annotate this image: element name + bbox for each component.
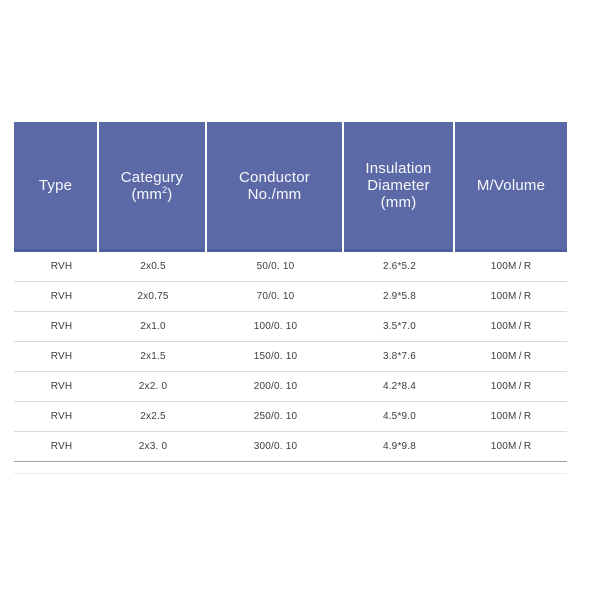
cell-conductor: 150/0. 10 <box>253 351 298 362</box>
cell-insulation: 3.5*7.0 <box>382 321 417 332</box>
cell-categury: 2x2.5 <box>140 411 166 422</box>
cell-conductor: 70/0. 10 <box>256 291 295 302</box>
cell-insulation: 4.2*8.4 <box>382 381 417 392</box>
cell-conductor: 200/0. 10 <box>253 381 298 392</box>
table-row <box>14 282 567 312</box>
cell-type: RVH <box>50 291 73 302</box>
cell-insulation: 4.9*9.8 <box>382 441 417 452</box>
cable-spec-table <box>14 122 567 474</box>
cell-conductor: 250/0. 10 <box>253 411 298 422</box>
cell-categury: 2x1.0 <box>140 321 166 332</box>
cell-mvolume: 100M / R <box>490 291 532 302</box>
table-header-row <box>14 122 567 252</box>
cell-categury: 2x0.75 <box>137 291 169 302</box>
cell-insulation: 2.9*5.8 <box>382 291 417 302</box>
cell-mvolume: 100M / R <box>490 261 532 272</box>
table-row <box>14 252 567 282</box>
header-cell-type <box>14 122 97 252</box>
cell-insulation: 2.6*5.2 <box>382 261 417 272</box>
header-label-insulation-line1: Insulation <box>365 160 432 177</box>
cell-conductor: 50/0. 10 <box>256 261 295 272</box>
table-row <box>14 402 567 432</box>
cell-insulation: 4.5*9.0 <box>382 411 417 422</box>
table-body <box>14 252 567 462</box>
cell-type: RVH <box>50 261 73 272</box>
cell-categury: 2x1.5 <box>140 351 166 362</box>
cell-mvolume: 100M / R <box>490 321 532 332</box>
header-label-categury-line2 <box>131 186 172 203</box>
header-label-mvolume: M/Volume <box>476 177 546 194</box>
cell-insulation: 3.8*7.6 <box>382 351 417 362</box>
cell-mvolume: 100M / R <box>490 411 532 422</box>
header-cell-conductor <box>207 122 342 252</box>
categury-unit-close: ) <box>167 185 173 203</box>
header-label-type: Type <box>38 177 73 194</box>
header-cell-categury <box>99 122 205 252</box>
table-row <box>14 372 567 402</box>
cell-categury: 2x0.5 <box>140 261 166 272</box>
header-label-conductor-line1: Conductor <box>238 168 310 186</box>
table-row <box>14 432 567 462</box>
header-cell-mvolume <box>455 122 567 252</box>
cell-type: RVH <box>50 411 73 422</box>
cell-conductor: 100/0. 10 <box>253 321 298 332</box>
cell-conductor: 300/0. 10 <box>253 441 298 452</box>
header-label-insulation-line3: (mm) <box>380 194 417 211</box>
cell-type: RVH <box>50 321 73 332</box>
header-label-conductor-line2: No./mm <box>247 185 302 203</box>
cell-type: RVH <box>50 381 73 392</box>
table-row <box>14 342 567 372</box>
cell-mvolume: 100M / R <box>490 441 532 452</box>
cell-mvolume: 100M / R <box>490 381 532 392</box>
cell-mvolume: 100M / R <box>490 351 532 362</box>
header-label-categury-line1: Categury <box>120 168 184 186</box>
categury-unit-sup: 2 <box>162 184 168 195</box>
table-bottom-shadow-line <box>14 473 567 474</box>
cell-categury: 2x2. 0 <box>138 381 168 392</box>
cell-type: RVH <box>50 351 73 362</box>
categury-unit-open: (mm <box>131 185 163 203</box>
cell-type: RVH <box>50 441 73 452</box>
header-cell-insulation <box>344 122 453 252</box>
table-row <box>14 312 567 342</box>
cell-categury: 2x3. 0 <box>138 441 168 452</box>
header-label-insulation-line2: Diameter <box>367 177 430 194</box>
